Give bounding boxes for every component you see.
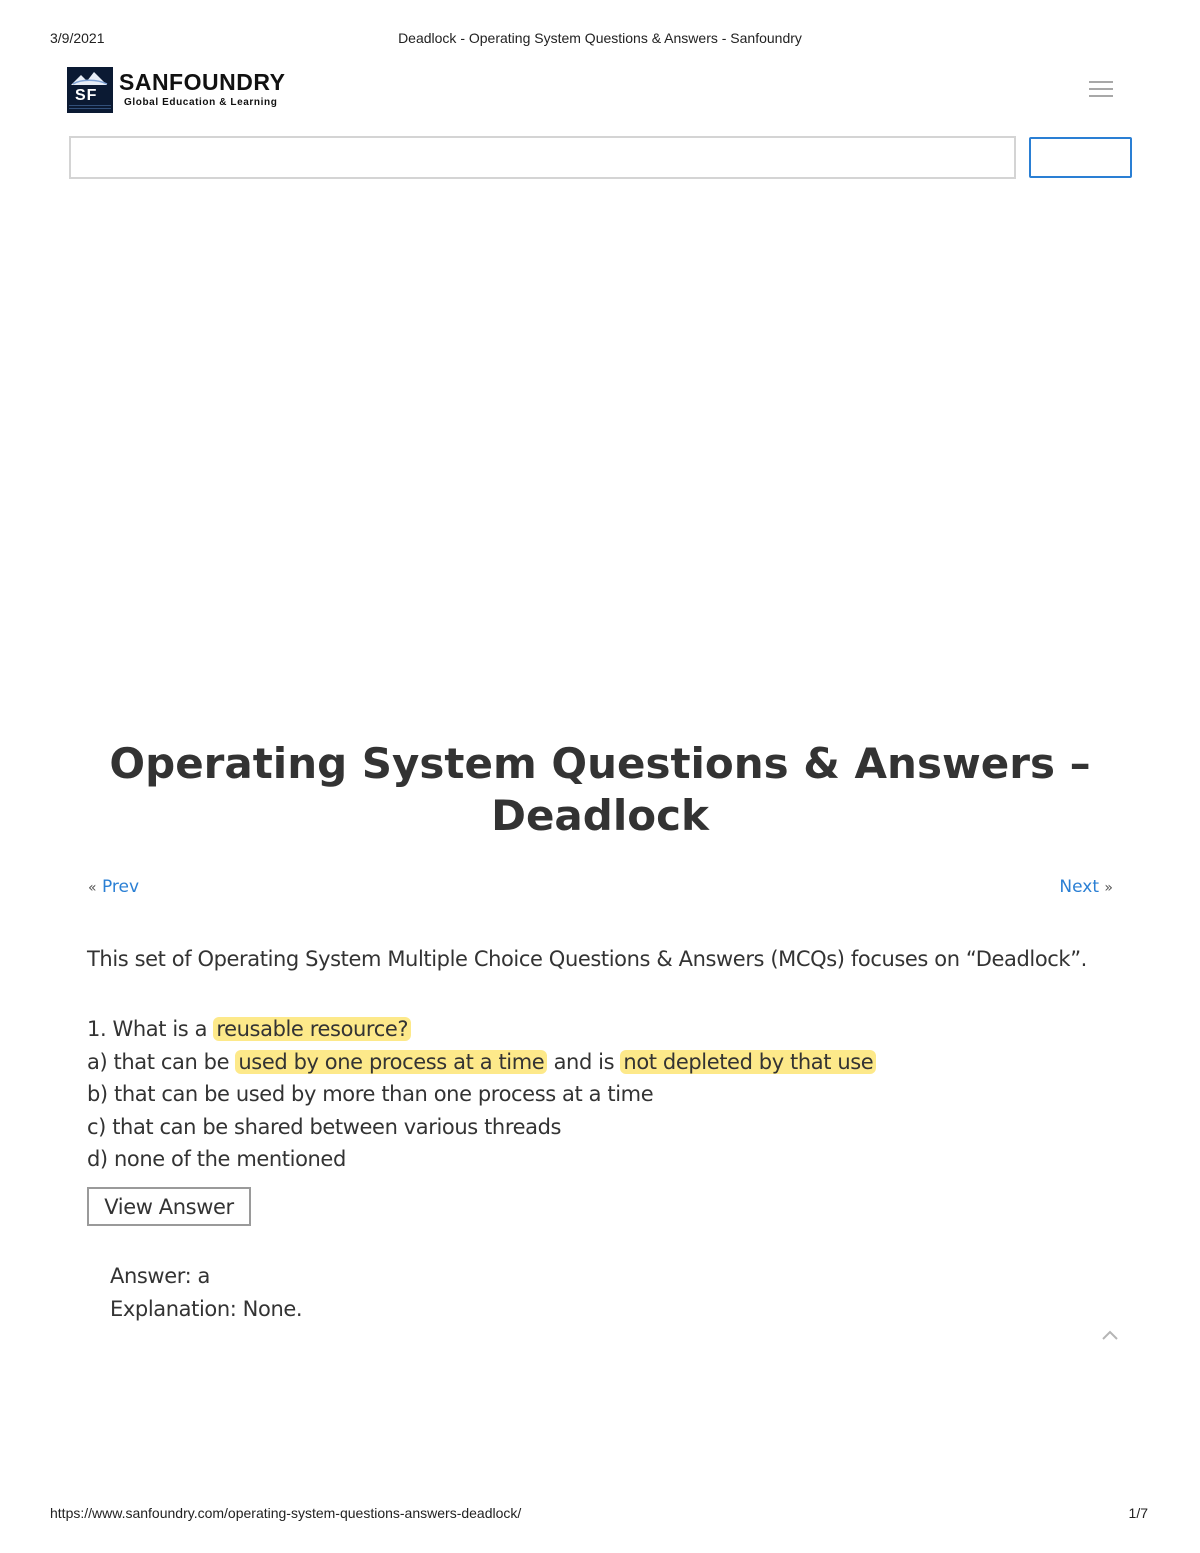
print-title: Deadlock - Operating System Questions & Answers - Sanfoundry [398,30,802,46]
intro-text: This set of Operating System Multiple Choice Questions & Answers (MCQs) focuses on “Deadlock”. [87,947,1087,971]
search-input[interactable] [69,136,1016,179]
search-button[interactable] [1029,137,1132,178]
prev-arrow-icon: « [88,880,97,896]
answer-block [110,1260,302,1325]
option-c: c) that can be shared between various threads [87,1114,562,1139]
view-answer-button[interactable]: View Answer [87,1187,251,1226]
answer-text: Answer: a [110,1264,210,1288]
logo-tagline: Global Education & Learning [124,97,278,108]
explanation-text: Explanation: None. [110,1296,303,1321]
print-date: 3/9/2021 [50,30,105,46]
option-a-highlight-1: used by one process at a time [235,1050,547,1074]
next-label: Next [1059,877,1100,897]
option-b: b) that can be used by more than one process at a time [87,1082,654,1106]
hamburger-icon[interactable] [1089,81,1113,99]
site-logo[interactable] [67,67,327,115]
next-arrow-icon: » [1104,880,1113,896]
logo-mark-text: SF [75,87,98,104]
print-url: https://www.sanfoundry.com/operating-system-questions-answers-deadlock/ [50,1505,522,1521]
scroll-to-top-chevron-up-icon[interactable] [1100,1327,1120,1343]
print-footer [50,1505,1150,1523]
option-a-highlight-2: not depleted by that use [620,1050,876,1074]
option-a-part-2: and is [547,1049,621,1074]
next-link[interactable] [1059,877,1113,897]
option-a-part-1: a) that can be [87,1049,236,1074]
page-title-line-2: Deadlock [491,791,709,840]
prev-label: Prev [101,877,140,897]
question-prefix: 1. What is a [87,1017,214,1041]
logo-mark-icon [67,67,113,113]
option-d: d) none of the mentioned [87,1147,346,1171]
prev-link[interactable] [88,877,139,897]
page-title [60,738,1140,842]
print-header [50,30,1150,48]
question-highlight: reusable resource? [213,1017,411,1041]
option-a [87,1046,876,1079]
question-1 [87,1013,876,1176]
print-page-number: 1/7 [1128,1505,1148,1521]
page-title-line-1: Operating System Questions & Answers – [109,739,1091,788]
logo-name: SANFOUNDRY [119,69,286,95]
question-text [87,1013,876,1046]
